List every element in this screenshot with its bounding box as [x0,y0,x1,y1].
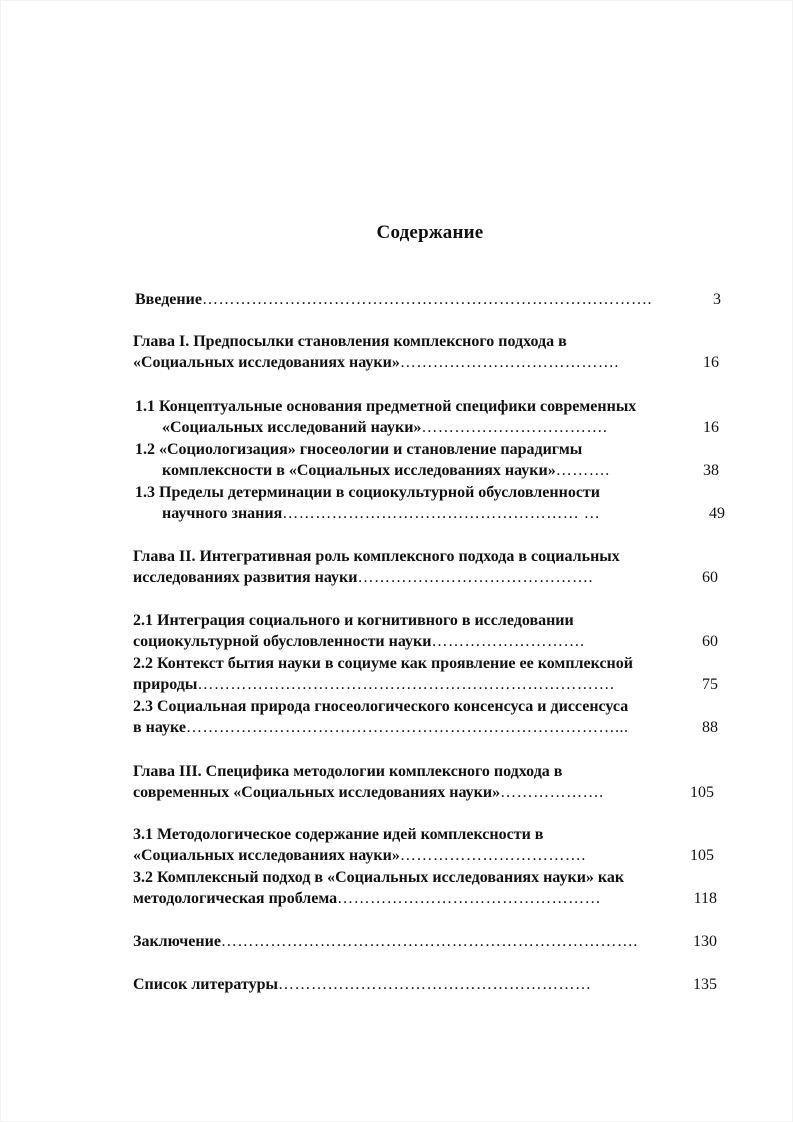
toc-page-number: 60 [702,569,718,586]
toc-entry-line [133,825,543,845]
leader-dots: ……………………………. [399,847,586,864]
toc-entry-title: Глава II. Интегративная роль комплексного подхода в социальных [133,548,620,565]
toc-entry-line [133,868,624,888]
toc-entry-line [162,418,607,438]
toc-entry-title: Введение [135,291,202,308]
toc-entry-line [162,461,610,481]
toc-entry-title: «Социальных исследований науки» [162,419,422,436]
leader-dots: ……………………………………. [357,569,593,586]
toc-entry-title: 1.1 Концептуальные основания предметной специфики современных [135,398,637,415]
toc-entry-line [133,697,628,717]
toc-entry-line [133,568,593,588]
toc-entry-title: комплексности в «Социальных исследованиях науки» [162,462,556,479]
toc-entry-line [133,547,620,567]
leader-dots: …………………………………………………………………. [197,676,615,693]
toc-title: Содержание [376,222,484,243]
toc-page-number: 118 [693,890,717,907]
toc-entry-line [133,889,601,909]
toc-entry-title: Заключение [133,933,221,950]
toc-entry-line [133,932,638,952]
toc-entry-title: методологическая проблема [133,890,338,907]
toc-page-number: 135 [693,976,717,993]
toc-page-number: 49 [709,505,725,522]
toc-entry-title: 2.1 Интеграция социального и когнитивного в исследовании [133,612,574,629]
toc-entry-line [133,783,604,803]
toc-entry-title: Список литературы [133,976,278,993]
leader-dots: ………………………………………………………………………. [201,291,652,308]
toc-page-number: 105 [690,847,714,864]
toc-entry-line [133,611,574,631]
toc-entry-line [133,718,628,738]
toc-entry-line [133,632,585,652]
toc-entry-line [133,332,567,352]
toc-entry-title: в науке [133,719,186,736]
leader-dots: ………. [555,462,610,479]
toc-entry-title: исследованиях развития науки [133,569,358,586]
toc-entry-title: Глава III. Специфика методологии комплексного подхода в [133,763,563,780]
leader-dots: ……………………………………………………………………... [185,719,629,736]
leader-dots: ………………………………………………… [278,976,592,993]
toc-entry-title: 1.2 «Социологизация» гносеологии и становление парадигмы [135,441,583,458]
leader-dots: ……………………………. [421,419,608,436]
toc-entry-title: «Социальных исследованиях науки» [133,847,400,864]
toc-page-number: 38 [703,462,719,479]
toc-page-number: 88 [702,719,718,736]
leader-dots: ………………………………………… [337,890,602,907]
toc-entry-title: социокультурной обусловленности науки [133,633,432,650]
toc-entry-title: 2.3 Социальная природа гносеологического консенсуса и диссенсуса [133,698,629,715]
toc-entry-title: «Социальных исследованиях науки» [133,354,400,371]
toc-entry-line [133,654,633,674]
toc-entry-title: 3.2 Комплексный подход в «Социальных исследованиях науки» как [133,869,625,886]
toc-page-number: 3 [713,291,721,308]
toc-page-number: 60 [702,633,718,650]
toc-entry-title: научного знания [162,505,283,522]
toc-page-number: 130 [693,933,717,950]
toc-entry-title: современных «Социальных исследованиях науки» [133,784,501,801]
toc-entry-title: природы [133,676,198,693]
toc-entry-line [133,353,619,373]
toc-page-number: 16 [703,354,719,371]
toc-entry-title: Глава I. Предпосылки становления комплексного подхода в [133,333,567,350]
leader-dots: ………………………. [431,633,585,650]
toc-entry-line [133,975,592,995]
leader-dots: …………………………………. [399,354,619,371]
toc-entry-line [135,483,600,503]
toc-entry-line [135,440,582,460]
toc-entry-title: 1.3 Пределы детерминации в социокультурной обусловленности [135,484,600,501]
leader-dots: …………………………………………………………………. [220,933,638,950]
toc-entry-title: 2.2 Контекст бытия науки в социуме как проявление ее комплексной [133,655,633,672]
toc-entry-title: 3.1 Методологическое содержание идей комплексности в [133,826,544,843]
leader-dots: ……………………………………………… … [282,505,601,522]
toc-page-number: 75 [702,676,718,693]
leader-dots: ………………. [500,784,604,801]
toc-entry-line [133,762,562,782]
toc-entry-line [133,846,586,866]
toc-entry-line [135,397,636,417]
toc-entry-line [135,290,652,310]
toc-entry-line [133,675,614,695]
toc-page-number: 105 [690,784,714,801]
toc-page-number: 16 [703,419,719,436]
toc-entry-line [162,504,600,524]
